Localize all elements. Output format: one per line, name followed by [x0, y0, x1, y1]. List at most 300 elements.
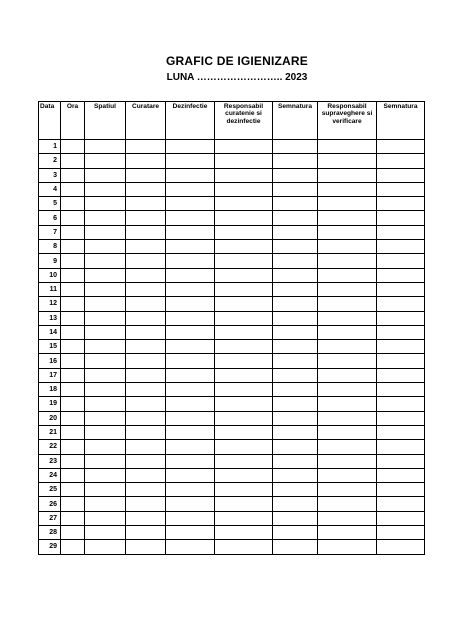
- empty-cell-dezinfectie: [166, 483, 215, 497]
- empty-cell-dezinfectie: [166, 383, 215, 397]
- empty-cell-responsabil-supraveghere: [318, 397, 377, 411]
- empty-cell-dezinfectie: [166, 497, 215, 511]
- empty-cell-responsabil-curatenie: [215, 168, 273, 182]
- day-number-cell: 26: [39, 497, 61, 511]
- table-row: [39, 140, 425, 154]
- empty-cell-ora: [61, 240, 85, 254]
- empty-cell-ora: [61, 454, 85, 468]
- empty-cell-curatare: [126, 425, 166, 439]
- empty-cell-dezinfectie: [166, 282, 215, 296]
- day-number-cell: 25: [39, 483, 61, 497]
- empty-cell-semnatura-1: [273, 368, 318, 382]
- empty-cell-dezinfectie: [166, 411, 215, 425]
- empty-cell-curatare: [126, 497, 166, 511]
- table-row: [39, 497, 425, 511]
- empty-cell-semnatura-1: [273, 140, 318, 154]
- empty-cell-semnatura-2: [377, 354, 425, 368]
- empty-cell-spatiul: [85, 511, 126, 525]
- empty-cell-responsabil-supraveghere: [318, 483, 377, 497]
- header-row: [39, 102, 425, 140]
- table-row: [39, 254, 425, 268]
- empty-cell-semnatura-1: [273, 497, 318, 511]
- day-number-cell: 19: [39, 397, 61, 411]
- empty-cell-responsabil-curatenie: [215, 268, 273, 282]
- empty-cell-responsabil-supraveghere: [318, 411, 377, 425]
- day-number-cell: 21: [39, 425, 61, 439]
- empty-cell-responsabil-supraveghere: [318, 497, 377, 511]
- empty-cell-responsabil-supraveghere: [318, 468, 377, 482]
- column-header-responsabil-curatenie: Responsabil curatenie si dezinfectie: [215, 102, 273, 140]
- empty-cell-responsabil-curatenie: [215, 511, 273, 525]
- empty-cell-spatiul: [85, 411, 126, 425]
- day-number-cell: 20: [39, 411, 61, 425]
- empty-cell-curatare: [126, 325, 166, 339]
- table-row: [39, 354, 425, 368]
- empty-cell-ora: [61, 497, 85, 511]
- empty-cell-semnatura-1: [273, 511, 318, 525]
- empty-cell-ora: [61, 383, 85, 397]
- empty-cell-responsabil-curatenie: [215, 197, 273, 211]
- empty-cell-responsabil-curatenie: [215, 182, 273, 196]
- day-number-cell: 12: [39, 297, 61, 311]
- empty-cell-ora: [61, 282, 85, 296]
- table-row: [39, 540, 425, 554]
- empty-cell-ora: [61, 268, 85, 282]
- day-number-cell: 14: [39, 325, 61, 339]
- day-number-cell: 9: [39, 254, 61, 268]
- empty-cell-ora: [61, 197, 85, 211]
- empty-cell-responsabil-curatenie: [215, 526, 273, 540]
- empty-cell-curatare: [126, 168, 166, 182]
- empty-cell-semnatura-1: [273, 354, 318, 368]
- empty-cell-curatare: [126, 282, 166, 296]
- empty-cell-spatiul: [85, 440, 126, 454]
- empty-cell-dezinfectie: [166, 511, 215, 525]
- day-number-cell: 28: [39, 526, 61, 540]
- table-row: [39, 440, 425, 454]
- column-header-spatiul: Spatiul: [85, 102, 126, 140]
- month-year-line: LUNA …………………….. 2023: [166, 72, 308, 83]
- empty-cell-ora: [61, 168, 85, 182]
- empty-cell-semnatura-1: [273, 397, 318, 411]
- empty-cell-curatare: [126, 383, 166, 397]
- empty-cell-spatiul: [85, 311, 126, 325]
- empty-cell-spatiul: [85, 225, 126, 239]
- empty-cell-curatare: [126, 397, 166, 411]
- empty-cell-curatare: [126, 211, 166, 225]
- empty-cell-dezinfectie: [166, 154, 215, 168]
- empty-cell-semnatura-2: [377, 182, 425, 196]
- empty-cell-dezinfectie: [166, 197, 215, 211]
- empty-cell-curatare: [126, 340, 166, 354]
- empty-cell-dezinfectie: [166, 254, 215, 268]
- empty-cell-ora: [61, 311, 85, 325]
- empty-cell-curatare: [126, 540, 166, 554]
- empty-cell-curatare: [126, 140, 166, 154]
- empty-cell-ora: [61, 297, 85, 311]
- empty-cell-dezinfectie: [166, 140, 215, 154]
- empty-cell-semnatura-2: [377, 325, 425, 339]
- empty-cell-ora: [61, 468, 85, 482]
- empty-cell-curatare: [126, 411, 166, 425]
- day-number-cell: 17: [39, 368, 61, 382]
- empty-cell-responsabil-curatenie: [215, 297, 273, 311]
- table-row: [39, 297, 425, 311]
- empty-cell-responsabil-curatenie: [215, 311, 273, 325]
- empty-cell-semnatura-2: [377, 297, 425, 311]
- empty-cell-spatiul: [85, 240, 126, 254]
- column-header-responsabil-supraveghere: Responsabil supraveghere si verificare: [318, 102, 377, 140]
- empty-cell-spatiul: [85, 397, 126, 411]
- table-row: [39, 483, 425, 497]
- empty-cell-semnatura-2: [377, 440, 425, 454]
- empty-cell-dezinfectie: [166, 526, 215, 540]
- empty-cell-curatare: [126, 268, 166, 282]
- empty-cell-semnatura-1: [273, 282, 318, 296]
- day-number-cell: 2: [39, 154, 61, 168]
- empty-cell-ora: [61, 368, 85, 382]
- empty-cell-responsabil-supraveghere: [318, 268, 377, 282]
- day-number-cell: 18: [39, 383, 61, 397]
- empty-cell-semnatura-2: [377, 425, 425, 439]
- empty-cell-ora: [61, 154, 85, 168]
- empty-cell-curatare: [126, 297, 166, 311]
- empty-cell-spatiul: [85, 354, 126, 368]
- empty-cell-responsabil-curatenie: [215, 211, 273, 225]
- empty-cell-spatiul: [85, 197, 126, 211]
- empty-cell-semnatura-2: [377, 282, 425, 296]
- empty-cell-ora: [61, 325, 85, 339]
- empty-cell-ora: [61, 425, 85, 439]
- empty-cell-curatare: [126, 511, 166, 525]
- table-row: [39, 511, 425, 525]
- table-row: [39, 454, 425, 468]
- empty-cell-responsabil-supraveghere: [318, 311, 377, 325]
- empty-cell-responsabil-curatenie: [215, 440, 273, 454]
- empty-cell-semnatura-1: [273, 268, 318, 282]
- table-row: [39, 411, 425, 425]
- empty-cell-semnatura-2: [377, 540, 425, 554]
- table-row: [39, 397, 425, 411]
- column-header-data: Data: [39, 102, 61, 140]
- empty-cell-semnatura-2: [377, 168, 425, 182]
- empty-cell-responsabil-curatenie: [215, 368, 273, 382]
- day-number-cell: 27: [39, 511, 61, 525]
- hygiene-schedule-table: [38, 101, 425, 555]
- empty-cell-curatare: [126, 468, 166, 482]
- empty-cell-semnatura-1: [273, 211, 318, 225]
- empty-cell-semnatura-1: [273, 340, 318, 354]
- empty-cell-responsabil-supraveghere: [318, 197, 377, 211]
- empty-cell-curatare: [126, 197, 166, 211]
- empty-cell-spatiul: [85, 154, 126, 168]
- empty-cell-curatare: [126, 311, 166, 325]
- empty-cell-spatiul: [85, 282, 126, 296]
- empty-cell-responsabil-curatenie: [215, 411, 273, 425]
- empty-cell-responsabil-curatenie: [215, 325, 273, 339]
- empty-cell-semnatura-1: [273, 411, 318, 425]
- empty-cell-semnatura-1: [273, 526, 318, 540]
- empty-cell-responsabil-supraveghere: [318, 168, 377, 182]
- empty-cell-semnatura-2: [377, 411, 425, 425]
- empty-cell-responsabil-supraveghere: [318, 182, 377, 196]
- table-row: [39, 468, 425, 482]
- column-header-ora: Ora: [61, 102, 85, 140]
- empty-cell-dezinfectie: [166, 182, 215, 196]
- empty-cell-semnatura-1: [273, 325, 318, 339]
- empty-cell-curatare: [126, 368, 166, 382]
- empty-cell-responsabil-supraveghere: [318, 140, 377, 154]
- day-number-cell: 15: [39, 340, 61, 354]
- column-header-dezinfectie: Dezinfectie: [166, 102, 215, 140]
- empty-cell-semnatura-2: [377, 454, 425, 468]
- empty-cell-curatare: [126, 254, 166, 268]
- table-row: [39, 168, 425, 182]
- empty-cell-semnatura-2: [377, 225, 425, 239]
- empty-cell-curatare: [126, 526, 166, 540]
- empty-cell-curatare: [126, 182, 166, 196]
- day-number-cell: 24: [39, 468, 61, 482]
- empty-cell-spatiul: [85, 368, 126, 382]
- empty-cell-dezinfectie: [166, 325, 215, 339]
- empty-cell-ora: [61, 354, 85, 368]
- empty-cell-semnatura-2: [377, 383, 425, 397]
- empty-cell-semnatura-2: [377, 140, 425, 154]
- empty-cell-semnatura-1: [273, 483, 318, 497]
- table-row: [39, 268, 425, 282]
- empty-cell-curatare: [126, 354, 166, 368]
- empty-cell-spatiul: [85, 454, 126, 468]
- empty-cell-semnatura-1: [273, 254, 318, 268]
- empty-cell-semnatura-2: [377, 526, 425, 540]
- empty-cell-semnatura-1: [273, 225, 318, 239]
- empty-cell-responsabil-supraveghere: [318, 325, 377, 339]
- empty-cell-semnatura-1: [273, 454, 318, 468]
- empty-cell-responsabil-supraveghere: [318, 282, 377, 296]
- empty-cell-semnatura-2: [377, 254, 425, 268]
- empty-cell-responsabil-supraveghere: [318, 540, 377, 554]
- empty-cell-spatiul: [85, 383, 126, 397]
- column-header-curatare: Curatare: [126, 102, 166, 140]
- empty-cell-dezinfectie: [166, 340, 215, 354]
- table-body: [39, 140, 425, 555]
- empty-cell-dezinfectie: [166, 297, 215, 311]
- empty-cell-ora: [61, 254, 85, 268]
- empty-cell-curatare: [126, 154, 166, 168]
- empty-cell-responsabil-supraveghere: [318, 454, 377, 468]
- table-row: [39, 311, 425, 325]
- empty-cell-dezinfectie: [166, 211, 215, 225]
- empty-cell-dezinfectie: [166, 440, 215, 454]
- empty-cell-ora: [61, 526, 85, 540]
- empty-cell-curatare: [126, 240, 166, 254]
- table-row: [39, 368, 425, 382]
- empty-cell-curatare: [126, 454, 166, 468]
- empty-cell-semnatura-2: [377, 268, 425, 282]
- empty-cell-semnatura-2: [377, 368, 425, 382]
- empty-cell-responsabil-curatenie: [215, 282, 273, 296]
- table-row: [39, 182, 425, 196]
- empty-cell-responsabil-supraveghere: [318, 340, 377, 354]
- empty-cell-semnatura-2: [377, 240, 425, 254]
- empty-cell-dezinfectie: [166, 397, 215, 411]
- empty-cell-semnatura-2: [377, 154, 425, 168]
- empty-cell-spatiul: [85, 483, 126, 497]
- empty-cell-dezinfectie: [166, 240, 215, 254]
- empty-cell-spatiul: [85, 425, 126, 439]
- empty-cell-responsabil-curatenie: [215, 254, 273, 268]
- empty-cell-semnatura-1: [273, 197, 318, 211]
- empty-cell-spatiul: [85, 168, 126, 182]
- empty-cell-ora: [61, 182, 85, 196]
- empty-cell-semnatura-2: [377, 397, 425, 411]
- empty-cell-semnatura-1: [273, 154, 318, 168]
- empty-cell-curatare: [126, 440, 166, 454]
- empty-cell-spatiul: [85, 340, 126, 354]
- empty-cell-semnatura-1: [273, 468, 318, 482]
- empty-cell-responsabil-curatenie: [215, 240, 273, 254]
- empty-cell-semnatura-2: [377, 340, 425, 354]
- column-header-semnatura-1: Semnatura: [273, 102, 318, 140]
- empty-cell-ora: [61, 211, 85, 225]
- table-row: [39, 526, 425, 540]
- empty-cell-ora: [61, 140, 85, 154]
- empty-cell-responsabil-curatenie: [215, 225, 273, 239]
- empty-cell-semnatura-2: [377, 511, 425, 525]
- day-number-cell: 4: [39, 182, 61, 196]
- empty-cell-responsabil-supraveghere: [318, 354, 377, 368]
- table-row: [39, 211, 425, 225]
- day-number-cell: 29: [39, 540, 61, 554]
- empty-cell-semnatura-2: [377, 468, 425, 482]
- day-number-cell: 22: [39, 440, 61, 454]
- empty-cell-responsabil-curatenie: [215, 140, 273, 154]
- empty-cell-semnatura-2: [377, 497, 425, 511]
- empty-cell-dezinfectie: [166, 168, 215, 182]
- table-row: [39, 197, 425, 211]
- empty-cell-responsabil-supraveghere: [318, 225, 377, 239]
- table-row: [39, 240, 425, 254]
- empty-cell-spatiul: [85, 526, 126, 540]
- empty-cell-semnatura-1: [273, 383, 318, 397]
- empty-cell-ora: [61, 397, 85, 411]
- empty-cell-responsabil-curatenie: [215, 468, 273, 482]
- empty-cell-responsabil-supraveghere: [318, 383, 377, 397]
- empty-cell-ora: [61, 483, 85, 497]
- table-row: [39, 425, 425, 439]
- table-row: [39, 225, 425, 239]
- day-number-cell: 5: [39, 197, 61, 211]
- empty-cell-responsabil-curatenie: [215, 397, 273, 411]
- empty-cell-dezinfectie: [166, 268, 215, 282]
- empty-cell-semnatura-1: [273, 240, 318, 254]
- empty-cell-ora: [61, 511, 85, 525]
- empty-cell-responsabil-supraveghere: [318, 526, 377, 540]
- empty-cell-responsabil-curatenie: [215, 454, 273, 468]
- table-row: [39, 340, 425, 354]
- table-row: [39, 383, 425, 397]
- empty-cell-responsabil-curatenie: [215, 497, 273, 511]
- empty-cell-ora: [61, 340, 85, 354]
- day-number-cell: 16: [39, 354, 61, 368]
- empty-cell-curatare: [126, 483, 166, 497]
- empty-cell-dezinfectie: [166, 454, 215, 468]
- day-number-cell: 10: [39, 268, 61, 282]
- empty-cell-responsabil-supraveghere: [318, 368, 377, 382]
- empty-cell-semnatura-1: [273, 425, 318, 439]
- empty-cell-responsabil-curatenie: [215, 340, 273, 354]
- empty-cell-responsabil-supraveghere: [318, 240, 377, 254]
- empty-cell-spatiul: [85, 211, 126, 225]
- empty-cell-responsabil-supraveghere: [318, 154, 377, 168]
- empty-cell-dezinfectie: [166, 425, 215, 439]
- column-header-semnatura-2: Semnatura: [377, 102, 425, 140]
- empty-cell-responsabil-supraveghere: [318, 297, 377, 311]
- empty-cell-responsabil-curatenie: [215, 540, 273, 554]
- empty-cell-spatiul: [85, 140, 126, 154]
- empty-cell-ora: [61, 225, 85, 239]
- empty-cell-ora: [61, 540, 85, 554]
- empty-cell-semnatura-2: [377, 311, 425, 325]
- empty-cell-semnatura-2: [377, 211, 425, 225]
- empty-cell-dezinfectie: [166, 311, 215, 325]
- empty-cell-ora: [61, 411, 85, 425]
- empty-cell-responsabil-supraveghere: [318, 440, 377, 454]
- day-number-cell: 13: [39, 311, 61, 325]
- empty-cell-semnatura-1: [273, 311, 318, 325]
- empty-cell-responsabil-supraveghere: [318, 211, 377, 225]
- empty-cell-curatare: [126, 225, 166, 239]
- empty-cell-dezinfectie: [166, 225, 215, 239]
- day-number-cell: 8: [39, 240, 61, 254]
- empty-cell-semnatura-1: [273, 297, 318, 311]
- empty-cell-spatiul: [85, 497, 126, 511]
- empty-cell-responsabil-curatenie: [215, 383, 273, 397]
- empty-cell-responsabil-curatenie: [215, 425, 273, 439]
- empty-cell-responsabil-curatenie: [215, 483, 273, 497]
- day-number-cell: 6: [39, 211, 61, 225]
- empty-cell-spatiul: [85, 254, 126, 268]
- day-number-cell: 1: [39, 140, 61, 154]
- empty-cell-semnatura-1: [273, 182, 318, 196]
- empty-cell-dezinfectie: [166, 468, 215, 482]
- empty-cell-spatiul: [85, 540, 126, 554]
- empty-cell-spatiul: [85, 325, 126, 339]
- day-number-cell: 23: [39, 454, 61, 468]
- day-number-cell: 11: [39, 282, 61, 296]
- empty-cell-responsabil-supraveghere: [318, 254, 377, 268]
- page-title: GRAFIC DE IGIENIZARE: [165, 54, 308, 68]
- day-number-cell: 3: [39, 168, 61, 182]
- empty-cell-spatiul: [85, 468, 126, 482]
- empty-cell-semnatura-2: [377, 197, 425, 211]
- empty-cell-responsabil-curatenie: [215, 354, 273, 368]
- table-row: [39, 325, 425, 339]
- empty-cell-responsabil-curatenie: [215, 154, 273, 168]
- empty-cell-dezinfectie: [166, 354, 215, 368]
- empty-cell-spatiul: [85, 182, 126, 196]
- empty-cell-spatiul: [85, 297, 126, 311]
- empty-cell-spatiul: [85, 268, 126, 282]
- empty-cell-semnatura-1: [273, 440, 318, 454]
- empty-cell-semnatura-1: [273, 540, 318, 554]
- day-number-cell: 7: [39, 225, 61, 239]
- empty-cell-responsabil-supraveghere: [318, 511, 377, 525]
- empty-cell-semnatura-1: [273, 168, 318, 182]
- empty-cell-responsabil-supraveghere: [318, 425, 377, 439]
- empty-cell-semnatura-2: [377, 483, 425, 497]
- table-row: [39, 282, 425, 296]
